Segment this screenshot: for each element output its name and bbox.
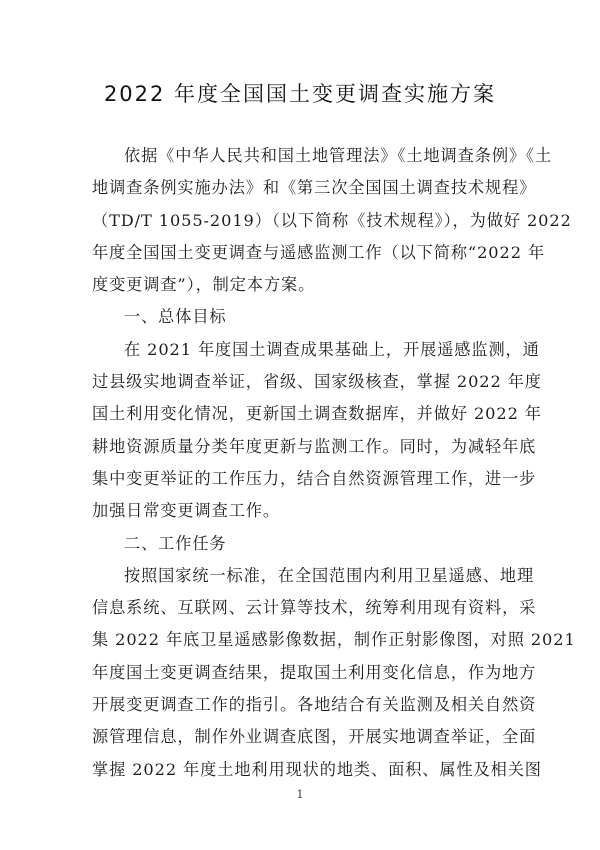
paragraph-line: 年度国土变更调查结果，提取国土利用变化信息，作为地方 xyxy=(92,662,537,682)
paragraph-line: 开展变更调查工作的指引。各地结合有关监测及相关自然资 xyxy=(92,695,537,715)
page-number: 1 xyxy=(296,788,304,801)
paragraph-line: 年度全国国土变更调查与遥感监测工作（以下简称“2022 年 xyxy=(92,242,546,262)
section-heading: 二、工作任务 xyxy=(124,533,227,553)
paragraph-line: 在 2021 年度国土调查成果基础上，开展遥感监测，通 xyxy=(124,339,540,359)
paragraph-line: （TD/T 1055-2019）（以下简称《技术规程》），为做好 2022 xyxy=(92,210,572,230)
paragraph-line: 耕地资源质量分类年度更新与监测工作。同时，为减轻年底 xyxy=(92,436,537,456)
document-body xyxy=(92,140,576,786)
paragraph-line: 掌握 2022 年度土地利用现状的地类、面积、属性及相关图 xyxy=(92,759,542,779)
document-title: 2022 年度全国国土变更调查实施方案 xyxy=(103,82,497,106)
paragraph-line: 按照国家统一标准，在全国范围内利用卫星遥感、地理 xyxy=(124,565,535,585)
paragraph-line: 过县级实地调查举证，省级、国家级核查，掌握 2022 年度 xyxy=(92,372,542,392)
paragraph-line: 地调查条例实施办法》和《第三次全国国土调查技术规程》 xyxy=(92,178,537,198)
paragraph-line: 信息系统、互联网、云计算等技术，统筹利用现有资料，采 xyxy=(92,598,537,618)
paragraph-line: 加强日常变更调查工作。 xyxy=(92,501,280,521)
paragraph-line: 源管理信息，制作外业调查底图，开展实地调查举证，全面 xyxy=(92,727,537,747)
paragraph-line: 集中变更举证的工作压力，结合自然资源管理工作，进一步 xyxy=(92,468,537,488)
section-heading: 一、总体目标 xyxy=(124,307,227,327)
paragraph-line: 依据《中华人民共和国土地管理法》《土地调查条例》《土 xyxy=(124,146,553,165)
paragraph-line: 国土利用变化情况，更新国土调查数据库，并做好 2022 年 xyxy=(92,404,542,424)
paragraph-line: 集 2022 年底卫星遥感影像数据，制作正射影像图，对照 2021 xyxy=(92,630,576,650)
paragraph-line: 度变更调查”），制定本方案。 xyxy=(92,275,316,295)
